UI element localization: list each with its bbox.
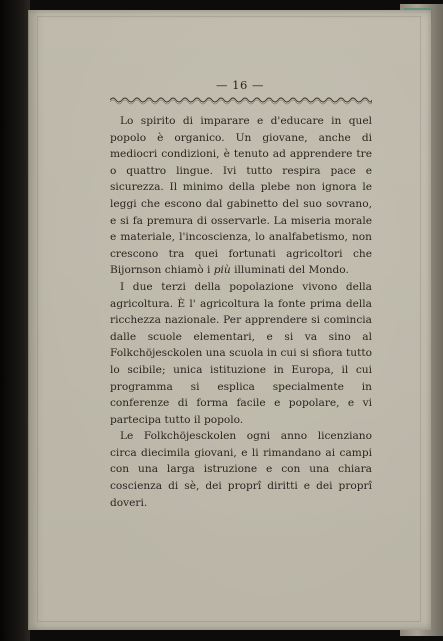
body-text <box>110 113 372 511</box>
book-spine-shadow <box>0 0 30 641</box>
text-run: illuminati del Mondo. <box>230 264 349 277</box>
emphasized-word: più <box>213 264 231 277</box>
page-number: — 16 — <box>216 78 264 92</box>
paragraph <box>110 279 372 428</box>
text-run: I due terzi della popolazione vivono della agricoltura. È l' agricoltura la fonte prima della ricchezza nazionale. Per apprendere si comincia dalle scuole elementari, e si va sino al Folkchöjesckolen una scuola in cui si sfiora tutto lo scibile; unica istituzione in Europa, il cui programma si esplica specialmente in conferenze di forma facile e popolare, e vi partecipa tutto il popolo. <box>110 280 372 426</box>
wavy-rule-divider <box>110 95 372 105</box>
paragraph <box>110 113 372 279</box>
paragraph <box>110 428 372 511</box>
text-run: Lo spirito di imparare e d'educare in quel popolo è organico. Un giovane, anche di mediocri condizioni, è tenuto ad apprendere tre o quattro lingue. Ivi tutto respira pace e sicurezza. Il minimo della plebe non ignora le leggi che escono dal gabinetto del suo sovrano, e si fa premura di osservarle. La miseria morale e materiale, l'incoscienza, lo analfabetismo, non crescono tra quei fortunati agricoltori che Bijornson chiamò i <box>110 115 372 277</box>
text-run: Le Folkchöjesckolen ogni anno licenziano circa diecimila giovani, e li rimandano ai campi con una larga istruzione e con una chiara coscienza di sè, dei proprî diritti e dei proprî doveri. <box>110 430 372 509</box>
